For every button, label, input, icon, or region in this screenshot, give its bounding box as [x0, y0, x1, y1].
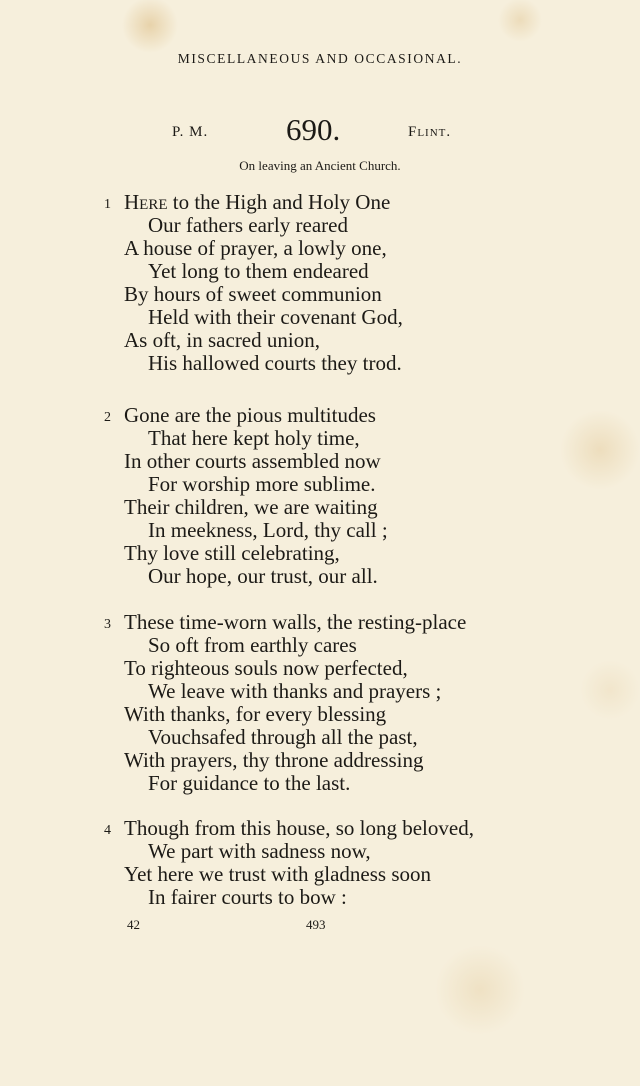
- stanza-line: In other courts assembled now: [124, 449, 381, 473]
- running-head: MISCELLANEOUS AND OCCASIONAL.: [177, 51, 463, 66]
- hymn-number: 690.: [286, 112, 341, 147]
- first-line-rest: are the pious multitudes: [169, 403, 376, 427]
- stanza-line: With thanks, for every blessing: [124, 702, 387, 726]
- stanza-line: With prayers, thy throne addressing: [124, 748, 424, 772]
- first-word: Gone: [124, 403, 170, 427]
- hymn-heading: [0, 112, 640, 152]
- first-word: Though: [124, 816, 190, 840]
- stanza-line: [124, 404, 376, 427]
- stanza-number: 2: [104, 410, 111, 425]
- stanza-line: We part with sadness now,: [148, 839, 371, 863]
- stanza-line: So oft from earthly cares: [148, 633, 357, 657]
- first-line-rest: time-worn walls, the resting-place: [174, 610, 467, 634]
- stanza-number: 3: [104, 617, 111, 632]
- stanza-line: Thy love still celebrating,: [124, 541, 340, 565]
- stanza-line: Yet long to them endeared: [148, 259, 369, 283]
- stanza-number: 1: [104, 197, 111, 212]
- stanza-line: In fairer courts to bow :: [148, 885, 347, 909]
- stanza-line: For worship more sublime.: [148, 472, 376, 496]
- stanza-line: We leave with thanks and prayers ;: [148, 679, 442, 703]
- stanza-line: A house of prayer, a lowly one,: [124, 236, 387, 260]
- stanza-line: Held with their covenant God,: [148, 305, 403, 329]
- stanza-number: 4: [104, 823, 111, 838]
- stanza-line: For guidance to the last.: [148, 771, 351, 795]
- stanza-line: Their children, we are waiting: [124, 495, 378, 519]
- stanza-line: [124, 611, 466, 634]
- hymn-meter: P. M.: [172, 124, 209, 140]
- stanza-line: His hallowed courts they trod.: [148, 351, 402, 375]
- page-number: 493: [306, 917, 326, 932]
- stanza-line: Our fathers early reared: [148, 213, 348, 237]
- stanza-line: As oft, in sacred union,: [124, 328, 320, 352]
- hymn-subtitle: On leaving an Ancient Church.: [239, 158, 401, 173]
- first-line-rest: from this house, so long beloved,: [189, 816, 474, 840]
- stanza-line: Yet here we trust with gladness soon: [124, 862, 432, 886]
- stanza-line: [124, 191, 390, 214]
- first-word: These: [124, 610, 175, 634]
- hymn-tune: Flint.: [408, 124, 452, 140]
- stanza-line: Our hope, our trust, our all.: [148, 564, 378, 588]
- stanza-line: By hours of sweet communion: [124, 282, 382, 306]
- stanza-line: Vouchsafed through all the past,: [148, 725, 418, 749]
- first-word: Here: [124, 190, 168, 214]
- first-line-rest: to the High and Holy One: [167, 190, 391, 214]
- stanza-line: That here kept holy time,: [148, 426, 360, 450]
- stanza-line: To righteous souls now perfected,: [124, 656, 408, 680]
- stanza-line: [124, 817, 474, 840]
- stanza-line: In meekness, Lord, thy call ;: [148, 518, 388, 542]
- signature-mark: 42: [127, 917, 140, 932]
